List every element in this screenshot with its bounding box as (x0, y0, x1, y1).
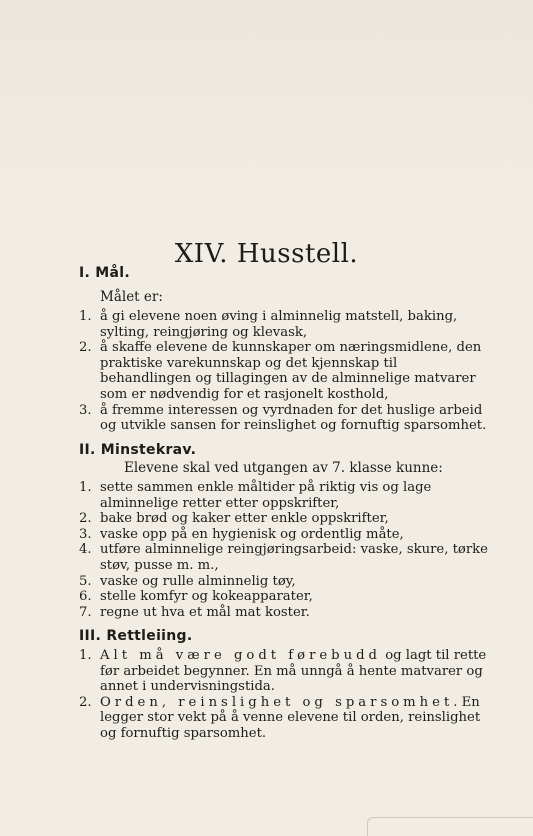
item-text: regne ut hva et mål mat koster. (100, 604, 310, 620)
list-item (79, 589, 491, 605)
list-item (79, 309, 491, 340)
list-item (79, 648, 491, 695)
section-heading-rettleiing: III. Rettleiing. (79, 628, 193, 644)
item-text: stelle komfyr og kokeapparater, (100, 589, 313, 605)
item-text: å skaffe elevene de kunnskaper om næringsmidlene, den praktiske varekunnskap og det kjennskap til behandlingen og tillagingen av de alminnelige matvarer som er nødvendig for et rasjonelt kosthold, (100, 340, 482, 402)
item-text: sette sammen enkle måltider på riktig vis og lage alminnelige retter etter oppskrifter, (100, 480, 432, 511)
section-heading-minstekrav: II. Minstekrav. (79, 442, 197, 458)
section-intro-maal: Målet er: (100, 289, 163, 305)
item-text: og lagt til rette før arbeidet begynner. En må unngå å hente matvarer og annet i undervisningstida. (100, 648, 487, 695)
item-number: 1. (79, 480, 92, 495)
list-item (79, 340, 491, 402)
item-number: 3. (79, 526, 92, 542)
item-number: 2. (79, 511, 92, 527)
item-text: utføre alminnelige reingjøringsarbeid: vaske, skure, tørke støv, pusse m. m., (100, 542, 488, 573)
item-text: å fremme interessen og vyrdnaden for det huslige arbeid og utvikle sansen for reinslighet og fornuftig sparsomhet. (100, 402, 487, 434)
item-text: vaske opp på en hygienisk og ordentlig måte, (100, 526, 404, 542)
chapter-title: XIV. Husstell. (174, 239, 359, 270)
guidance-list (79, 648, 491, 742)
list-item (79, 542, 491, 573)
item-number: 3. (79, 402, 92, 418)
item-number: 1. (79, 309, 92, 324)
item-text: vaske og rulle alminnelig tøy, (100, 573, 296, 589)
item-text: bake brød og kaker etter enkle oppskrifter, (100, 511, 389, 527)
item-number: 6. (79, 589, 92, 605)
item-number: 7. (79, 604, 92, 620)
list-item (79, 605, 491, 621)
item-spaced-emphasis: Orden, reinslighet og sparsomhet (100, 694, 454, 710)
list-item (79, 480, 491, 511)
item-number: 5. (79, 573, 92, 589)
section-intro-minstekrav: Elevene skal ved utgangen av 7. klasse kunne: (124, 460, 443, 476)
section-heading-maal: I. Mål. (79, 265, 130, 281)
list-item (79, 511, 491, 527)
item-text: å gi elevene noen øving i alminnelig matstell, baking, sylting, reingjøring og klevask, (100, 309, 458, 340)
list-item (79, 403, 491, 434)
show-through-area (0, 0, 533, 220)
list-item (79, 527, 491, 543)
list-item (79, 695, 491, 742)
item-spaced-emphasis: Alt må være godt førebudd (100, 648, 381, 663)
item-number: 2. (79, 340, 92, 356)
requirement-list (79, 480, 491, 620)
goal-list (79, 309, 491, 434)
page-corner-mark (367, 817, 533, 836)
item-number: 4. (79, 542, 92, 558)
list-item (79, 574, 491, 590)
item-text: . En legger stor vekt på å venne elevene til orden, reinslighet og fornuftig sparsomhet. (100, 694, 481, 741)
item-number: 2. (79, 694, 92, 710)
item-number: 1. (79, 648, 92, 663)
